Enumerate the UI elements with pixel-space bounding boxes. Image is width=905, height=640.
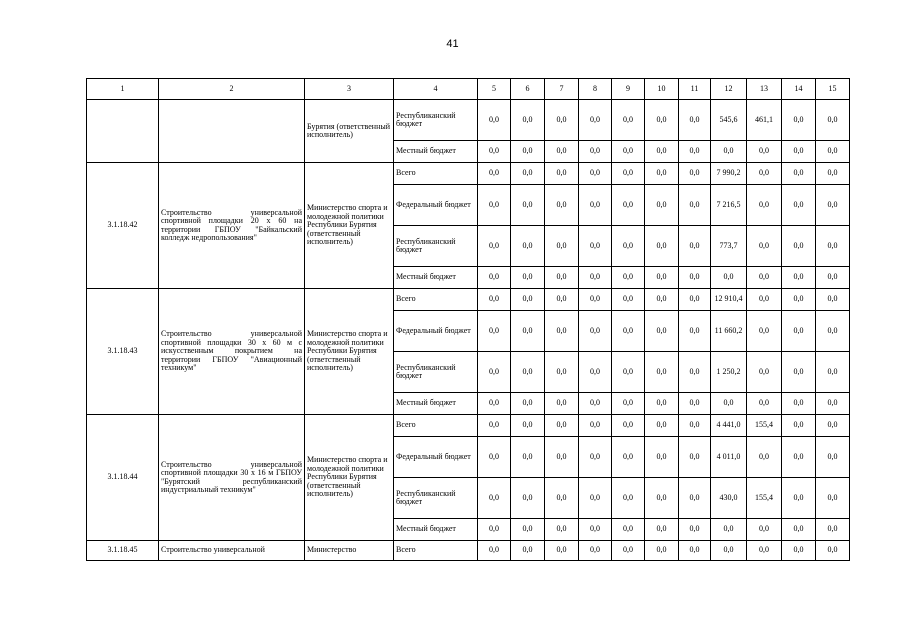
- amount-cell: 0,0: [579, 163, 612, 185]
- amount-cell: 0,0: [612, 185, 645, 226]
- amount-cell: 0,0: [782, 478, 816, 519]
- table-row: [87, 541, 850, 561]
- column-number: 13: [747, 79, 782, 100]
- amount-cell: 0,0: [816, 226, 850, 267]
- amount-cell: 0,0: [612, 289, 645, 311]
- budget-table: [86, 78, 850, 561]
- amount-cell: 4 011,0: [711, 437, 747, 478]
- amount-cell: 0,0: [579, 415, 612, 437]
- amount-cell: 11 660,2: [711, 311, 747, 352]
- amount-cell: 0,0: [579, 226, 612, 267]
- activity-description: Строительство универсальной спортивной площадки 30 х 16 м ГБПОУ "Бурятский республиканский индустриальный техникум": [159, 415, 305, 541]
- amount-cell: 0,0: [711, 267, 747, 289]
- amount-cell: 0,0: [645, 437, 679, 478]
- amount-cell: 0,0: [679, 267, 711, 289]
- amount-cell: 0,0: [545, 185, 579, 226]
- amount-cell: 0,0: [679, 393, 711, 415]
- funding-source: Всего: [394, 289, 478, 311]
- amount-cell: 0,0: [579, 267, 612, 289]
- header-row: [87, 79, 850, 100]
- amount-cell: 0,0: [816, 437, 850, 478]
- amount-cell: 0,0: [679, 163, 711, 185]
- amount-cell: 0,0: [782, 437, 816, 478]
- amount-cell: 0,0: [679, 141, 711, 163]
- activity-code: [87, 100, 159, 163]
- amount-cell: 0,0: [511, 393, 545, 415]
- amount-cell: 0,0: [816, 311, 850, 352]
- amount-cell: 0,0: [511, 267, 545, 289]
- amount-cell: 0,0: [579, 100, 612, 141]
- amount-cell: 0,0: [747, 289, 782, 311]
- amount-cell: 0,0: [478, 289, 511, 311]
- amount-cell: 155,4: [747, 415, 782, 437]
- amount-cell: 0,0: [747, 141, 782, 163]
- amount-cell: 0,0: [711, 141, 747, 163]
- amount-cell: 0,0: [478, 415, 511, 437]
- activity-code: 3.1.18.43: [87, 289, 159, 415]
- amount-cell: 0,0: [545, 519, 579, 541]
- amount-cell: 0,0: [545, 352, 579, 393]
- responsible-executor: Министерство спорта и молодежной политики Республики Бурятия (ответственный исполнитель): [305, 289, 394, 415]
- column-number: 14: [782, 79, 816, 100]
- amount-cell: 430,0: [711, 478, 747, 519]
- amount-cell: 0,0: [645, 415, 679, 437]
- amount-cell: 0,0: [782, 519, 816, 541]
- amount-cell: 0,0: [545, 141, 579, 163]
- amount-cell: 0,0: [816, 100, 850, 141]
- amount-cell: 0,0: [612, 541, 645, 561]
- amount-cell: 0,0: [645, 393, 679, 415]
- amount-cell: 0,0: [511, 478, 545, 519]
- amount-cell: 0,0: [478, 437, 511, 478]
- amount-cell: 0,0: [511, 226, 545, 267]
- amount-cell: 0,0: [747, 541, 782, 561]
- amount-cell: 0,0: [747, 352, 782, 393]
- amount-cell: 0,0: [747, 226, 782, 267]
- table-row: [87, 415, 850, 437]
- amount-cell: 0,0: [679, 100, 711, 141]
- amount-cell: 0,0: [545, 226, 579, 267]
- funding-source: Местный бюджет: [394, 141, 478, 163]
- amount-cell: 0,0: [679, 437, 711, 478]
- amount-cell: 0,0: [645, 100, 679, 141]
- amount-cell: 0,0: [782, 393, 816, 415]
- amount-cell: 0,0: [478, 226, 511, 267]
- amount-cell: 7 990,2: [711, 163, 747, 185]
- amount-cell: 7 216,5: [711, 185, 747, 226]
- amount-cell: 0,0: [679, 226, 711, 267]
- amount-cell: 0,0: [612, 437, 645, 478]
- amount-cell: 0,0: [782, 267, 816, 289]
- funding-source: Всего: [394, 415, 478, 437]
- funding-source: Всего: [394, 163, 478, 185]
- column-number: 11: [679, 79, 711, 100]
- amount-cell: 0,0: [645, 519, 679, 541]
- amount-cell: 0,0: [782, 185, 816, 226]
- activity-code: 3.1.18.44: [87, 415, 159, 541]
- funding-source: Федеральный бюджет: [394, 437, 478, 478]
- amount-cell: 0,0: [612, 519, 645, 541]
- amount-cell: 0,0: [545, 311, 579, 352]
- amount-cell: 0,0: [816, 519, 850, 541]
- amount-cell: 0,0: [511, 311, 545, 352]
- amount-cell: 0,0: [782, 289, 816, 311]
- funding-source: Республиканский бюджет: [394, 352, 478, 393]
- amount-cell: 0,0: [579, 541, 612, 561]
- amount-cell: 0,0: [679, 352, 711, 393]
- column-number: 8: [579, 79, 612, 100]
- amount-cell: 0,0: [545, 393, 579, 415]
- amount-cell: 0,0: [511, 100, 545, 141]
- amount-cell: 0,0: [478, 311, 511, 352]
- amount-cell: 0,0: [478, 267, 511, 289]
- amount-cell: 0,0: [579, 185, 612, 226]
- column-number: 10: [645, 79, 679, 100]
- amount-cell: 0,0: [612, 478, 645, 519]
- amount-cell: 0,0: [511, 437, 545, 478]
- page-number: 41: [446, 38, 459, 50]
- amount-cell: 0,0: [645, 141, 679, 163]
- amount-cell: 0,0: [579, 289, 612, 311]
- table-row: [87, 289, 850, 311]
- amount-cell: 0,0: [816, 267, 850, 289]
- activity-code: 3.1.18.42: [87, 163, 159, 289]
- column-number: 3: [305, 79, 394, 100]
- amount-cell: 12 910,4: [711, 289, 747, 311]
- amount-cell: 0,0: [511, 289, 545, 311]
- amount-cell: 0,0: [816, 541, 850, 561]
- amount-cell: 0,0: [747, 393, 782, 415]
- amount-cell: 0,0: [545, 415, 579, 437]
- activity-description: Строительство универсальной спортивной площадки 20 х 60 на территории ГБПОУ "Байкальский колледж недропользования": [159, 163, 305, 289]
- amount-cell: 0,0: [645, 226, 679, 267]
- amount-cell: 0,0: [782, 163, 816, 185]
- column-number: 2: [159, 79, 305, 100]
- amount-cell: 0,0: [645, 478, 679, 519]
- funding-source: Федеральный бюджет: [394, 185, 478, 226]
- funding-source: Местный бюджет: [394, 267, 478, 289]
- amount-cell: 0,0: [579, 141, 612, 163]
- amount-cell: 0,0: [747, 437, 782, 478]
- amount-cell: 0,0: [545, 289, 579, 311]
- amount-cell: 0,0: [679, 541, 711, 561]
- amount-cell: 0,0: [747, 311, 782, 352]
- funding-source: Республиканский бюджет: [394, 226, 478, 267]
- amount-cell: 0,0: [679, 311, 711, 352]
- amount-cell: 0,0: [478, 141, 511, 163]
- amount-cell: 0,0: [478, 519, 511, 541]
- amount-cell: 0,0: [511, 163, 545, 185]
- column-number: 6: [511, 79, 545, 100]
- amount-cell: 0,0: [612, 352, 645, 393]
- amount-cell: 0,0: [478, 541, 511, 561]
- amount-cell: 0,0: [816, 478, 850, 519]
- amount-cell: 0,0: [645, 163, 679, 185]
- amount-cell: 0,0: [579, 519, 612, 541]
- amount-cell: 0,0: [747, 185, 782, 226]
- amount-cell: 0,0: [679, 478, 711, 519]
- amount-cell: 0,0: [612, 226, 645, 267]
- amount-cell: 155,4: [747, 478, 782, 519]
- activity-code: 3.1.18.45: [87, 541, 159, 561]
- amount-cell: 0,0: [478, 478, 511, 519]
- amount-cell: 0,0: [511, 185, 545, 226]
- responsible-executor: Бурятия (ответственный исполнитель): [305, 100, 394, 163]
- amount-cell: 0,0: [579, 478, 612, 519]
- column-number: 9: [612, 79, 645, 100]
- amount-cell: 0,0: [645, 311, 679, 352]
- amount-cell: 0,0: [645, 352, 679, 393]
- table-row: [87, 163, 850, 185]
- amount-cell: 0,0: [579, 311, 612, 352]
- funding-source: Всего: [394, 541, 478, 561]
- column-number: 7: [545, 79, 579, 100]
- amount-cell: 0,0: [545, 163, 579, 185]
- amount-cell: 0,0: [579, 393, 612, 415]
- amount-cell: 0,0: [612, 141, 645, 163]
- amount-cell: 0,0: [511, 541, 545, 561]
- amount-cell: 0,0: [478, 185, 511, 226]
- amount-cell: 0,0: [645, 541, 679, 561]
- funding-source: Республиканский бюджет: [394, 478, 478, 519]
- amount-cell: 0,0: [747, 267, 782, 289]
- funding-source: Республиканский бюджет: [394, 100, 478, 141]
- amount-cell: 0,0: [478, 163, 511, 185]
- amount-cell: 0,0: [679, 519, 711, 541]
- amount-cell: 0,0: [511, 519, 545, 541]
- amount-cell: 1 250,2: [711, 352, 747, 393]
- amount-cell: 0,0: [816, 393, 850, 415]
- amount-cell: 0,0: [612, 415, 645, 437]
- amount-cell: 0,0: [816, 141, 850, 163]
- amount-cell: 0,0: [645, 185, 679, 226]
- column-number: 4: [394, 79, 478, 100]
- amount-cell: 0,0: [478, 393, 511, 415]
- amount-cell: 0,0: [645, 267, 679, 289]
- amount-cell: 0,0: [511, 415, 545, 437]
- amount-cell: 0,0: [545, 541, 579, 561]
- funding-source: Местный бюджет: [394, 519, 478, 541]
- amount-cell: 0,0: [612, 267, 645, 289]
- amount-cell: 0,0: [782, 352, 816, 393]
- amount-cell: 0,0: [782, 226, 816, 267]
- amount-cell: 0,0: [478, 100, 511, 141]
- activity-description: [159, 100, 305, 163]
- responsible-executor: Министерство спорта и молодежной политики Республики Бурятия (ответственный исполнитель): [305, 163, 394, 289]
- amount-cell: 0,0: [511, 141, 545, 163]
- amount-cell: 0,0: [816, 163, 850, 185]
- amount-cell: 0,0: [782, 100, 816, 141]
- amount-cell: 0,0: [816, 352, 850, 393]
- activity-description: Строительство универсальной спортивной площадки 30 х 60 м с искусственным покрытием на территории ГБПОУ "Авиационный техникум": [159, 289, 305, 415]
- amount-cell: 0,0: [711, 519, 747, 541]
- funding-source: Местный бюджет: [394, 393, 478, 415]
- amount-cell: 0,0: [612, 163, 645, 185]
- amount-cell: 0,0: [711, 393, 747, 415]
- amount-cell: 0,0: [816, 185, 850, 226]
- responsible-executor: Министерство: [305, 541, 394, 561]
- amount-cell: 0,0: [782, 141, 816, 163]
- amount-cell: 0,0: [478, 352, 511, 393]
- amount-cell: 461,1: [747, 100, 782, 141]
- amount-cell: 0,0: [545, 267, 579, 289]
- amount-cell: 0,0: [711, 541, 747, 561]
- amount-cell: 0,0: [747, 519, 782, 541]
- amount-cell: 0,0: [511, 352, 545, 393]
- amount-cell: 0,0: [679, 289, 711, 311]
- amount-cell: 4 441,0: [711, 415, 747, 437]
- amount-cell: 0,0: [747, 163, 782, 185]
- column-number: 5: [478, 79, 511, 100]
- funding-source: Федеральный бюджет: [394, 311, 478, 352]
- amount-cell: 0,0: [816, 415, 850, 437]
- table-row: [87, 100, 850, 141]
- amount-cell: 0,0: [612, 100, 645, 141]
- column-number: 1: [87, 79, 159, 100]
- amount-cell: 773,7: [711, 226, 747, 267]
- amount-cell: 0,0: [782, 415, 816, 437]
- amount-cell: 0,0: [612, 393, 645, 415]
- amount-cell: 0,0: [679, 185, 711, 226]
- amount-cell: 0,0: [579, 352, 612, 393]
- amount-cell: 0,0: [782, 311, 816, 352]
- amount-cell: 0,0: [579, 437, 612, 478]
- amount-cell: 0,0: [612, 311, 645, 352]
- amount-cell: 0,0: [545, 100, 579, 141]
- amount-cell: 0,0: [645, 289, 679, 311]
- amount-cell: 0,0: [679, 415, 711, 437]
- responsible-executor: Министерство спорта и молодежной политики Республики Бурятия (ответственный исполнитель): [305, 415, 394, 541]
- amount-cell: 0,0: [545, 478, 579, 519]
- amount-cell: 0,0: [545, 437, 579, 478]
- column-number: 15: [816, 79, 850, 100]
- amount-cell: 0,0: [782, 541, 816, 561]
- column-number: 12: [711, 79, 747, 100]
- amount-cell: 0,0: [816, 289, 850, 311]
- activity-description: Строительство универсальной: [159, 541, 305, 561]
- amount-cell: 545,6: [711, 100, 747, 141]
